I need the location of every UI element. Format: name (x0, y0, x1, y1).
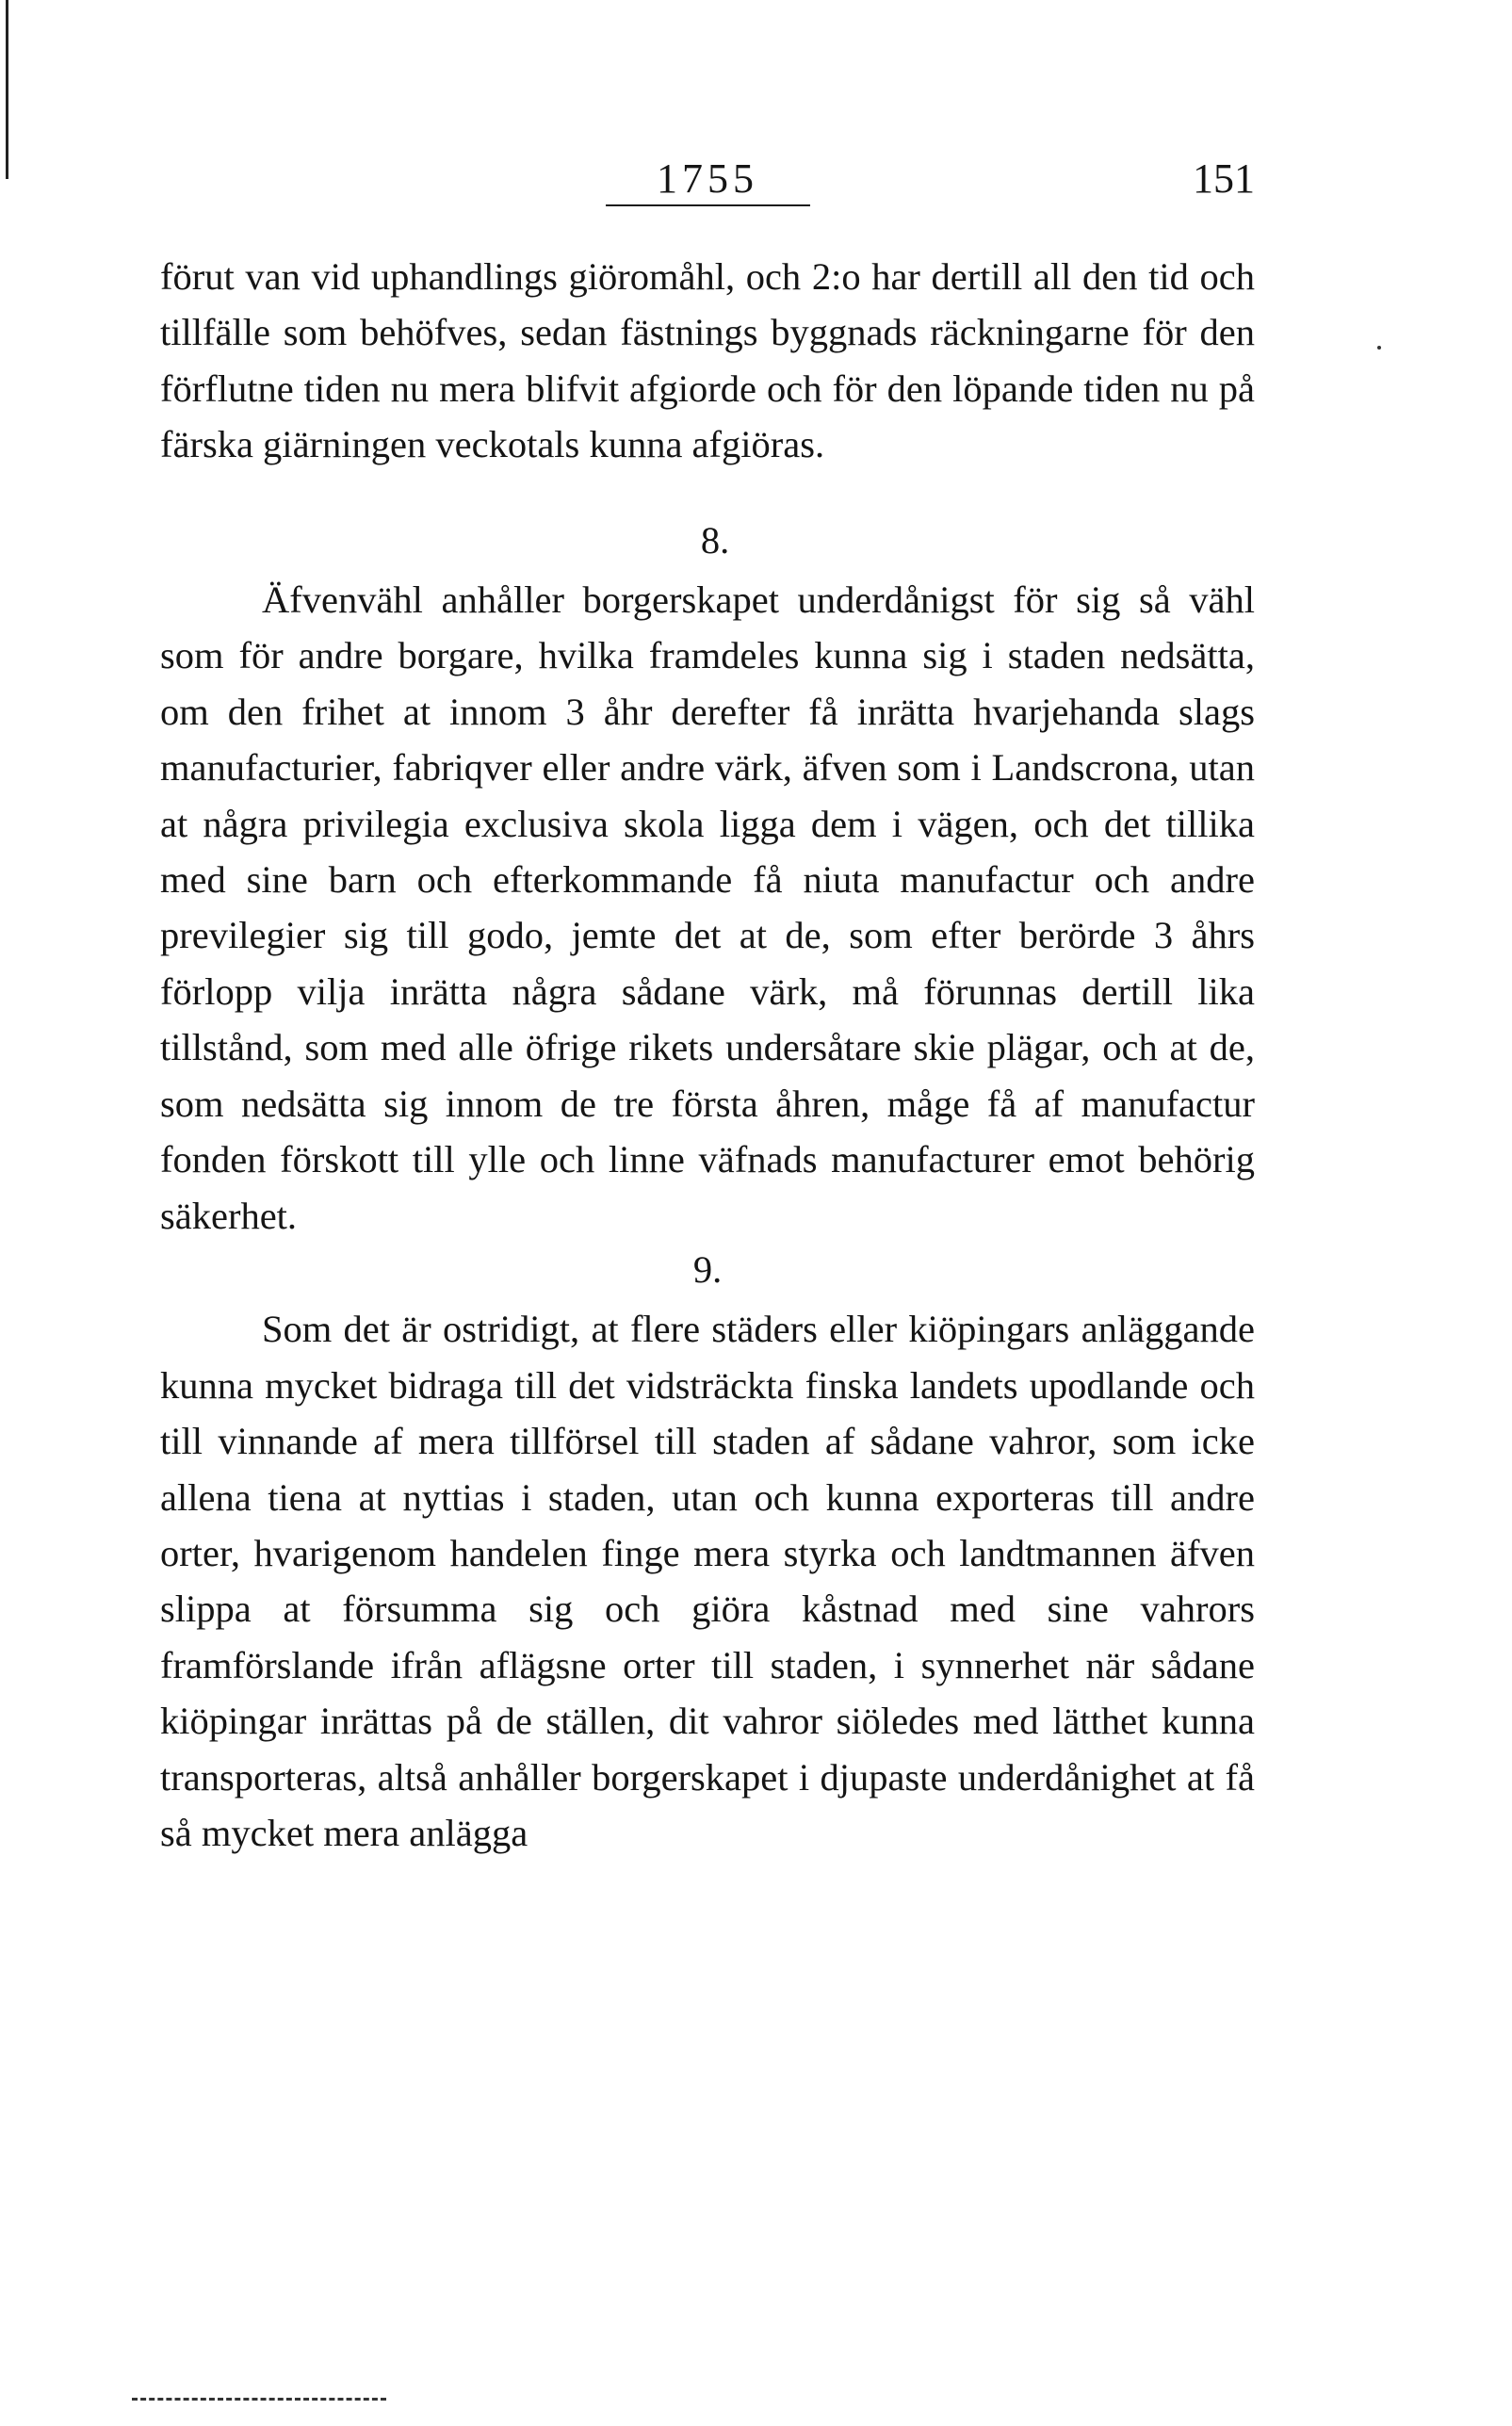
year-underline (606, 204, 810, 206)
scan-speck (1377, 346, 1381, 350)
scan-edge-mark (6, 0, 8, 179)
section-heading-8: 8. (700, 518, 730, 562)
page-number: 151 (1193, 155, 1255, 202)
page-header (160, 151, 1255, 207)
paragraph-section-8: Äfvenvähl anhåller borgerskapet underdånigst för sig så vähl som för andre borgare, hvilka framdeles kunna sig i staden nedsätta, om den frihet at innom 3 åhr derefter få inrätta hvarjehanda slags manufacturier, fabriqver eller andre värk, äfven som i Landscrona, utan at några privilegia exclusiva skola ligga dem i vägen, och det tillika med sine barn och efterkommande få niuta manufactur och andre previlegier sig till godo, jemte det at de, som efter berörde 3 åhrs förlopp vilja inrätta några sådane värk, må förunnas dertill lika tillstånd, som med alle öfrige rikets undersåtare skie plägar, och at de, som nedsätta sig innom de tre första åhren, måge få af manufactur fonden förskott till ylle och linne väfnads manufacturer emot behörig säkerhet. (160, 578, 1255, 1237)
paragraph-section-9: Som det är ostridigt, at flere städers eller kiöpingars anläggande kunna mycket bidraga till det vidsträckta finska landets upodlande och till vinnande af mera tillförsel till staden af sådane vahror, som icke allena tiena at nyttias i staden, utan och kunna exporteras till andre orter, hvarigenom handelen finge mera styrka och landtmannen äfven slippa at försumma sig och giöra kåstnad med sine vahrors framförslande ifrån aflägsne orter till staden, i synnerhet när sådane kiöpingar inrättas på de ställen, dit vahror siöledes med lätthet kunna transporteras, altså anhåller borgerskapet i djupaste underdånighet at få så mycket mera anlägga (160, 1308, 1255, 1854)
section-heading-9: 9. (692, 1247, 723, 1291)
footer-dashed-rule (132, 2398, 386, 2402)
paragraph-continued: förut van vid uphandlings giöromåhl, och 2:o har dertill all den tid och tillfälle som behöfves, sedan fästnings byggnads räckningarne för den förflutne tiden nu mera blifvit afgiorde och för den löpande tiden nu på färska giärningen veckotals kunna afgiöras. (160, 255, 1255, 466)
body-text (160, 249, 1255, 1861)
running-head-year: 1755 (657, 155, 758, 202)
